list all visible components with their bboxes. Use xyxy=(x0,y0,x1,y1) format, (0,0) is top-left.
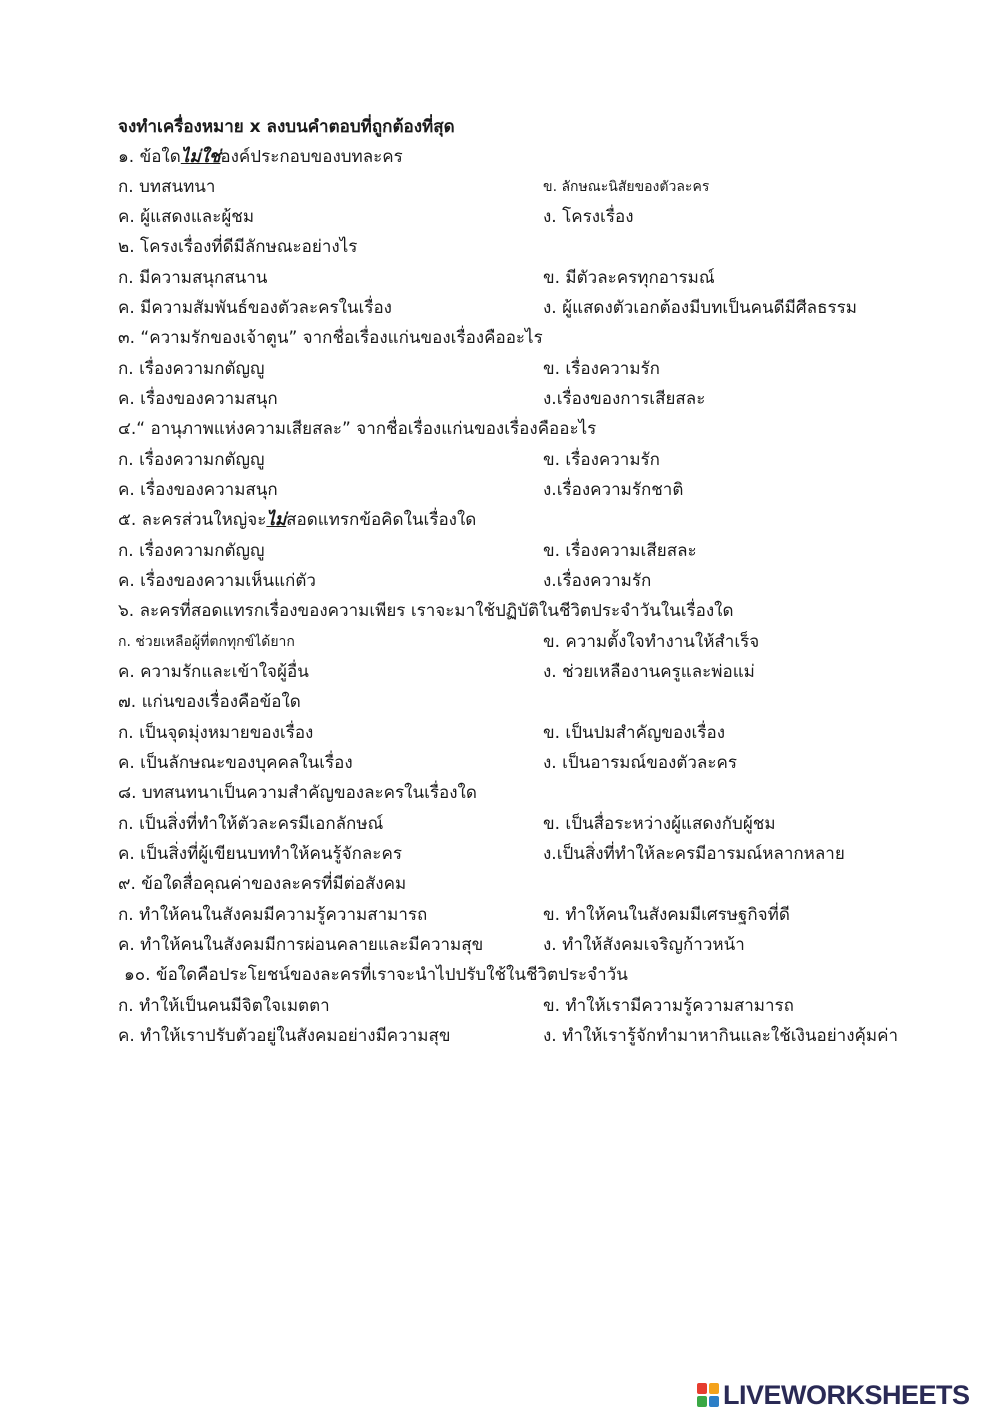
q6-option-c[interactable]: ค. ความรักและเข้าใจผู้อื่น xyxy=(118,662,309,682)
question-1-negation: ไม่ใช่ xyxy=(180,147,221,167)
logo-block-1 xyxy=(697,1383,707,1394)
q6-option-a[interactable]: ก. ช่วยเหลือผู้ที่ตกทุกข์ได้ยาก xyxy=(118,634,295,650)
q4-option-c[interactable]: ค. เรื่องของความสนุก xyxy=(118,480,278,500)
q7-option-b[interactable]: ข. เป็นปมสำคัญของเรื่อง xyxy=(543,723,726,743)
question-5-post: สอดแทรกข้อคิดในเรื่องใด xyxy=(286,510,477,530)
q5-option-b[interactable]: ข. เรื่องความเสียสละ xyxy=(543,541,697,561)
q8-option-c[interactable]: ค. เป็นสิ่งที่ผู้เขียนบททำให้คนรู้จักละคร xyxy=(118,844,402,864)
q3-option-b[interactable]: ข. เรื่องความรัก xyxy=(543,359,660,379)
q10-option-a[interactable]: ก. ทำให้เป็นคนมีจิตใจเมตตา xyxy=(118,996,330,1016)
logo-block-3 xyxy=(697,1396,707,1407)
liveworksheets-logo-text: LIVEWORKSHEETS xyxy=(723,1379,970,1410)
logo-block-4 xyxy=(709,1396,719,1407)
q6-option-d[interactable]: ง. ช่วยเหลืองานครูและพ่อแม่ xyxy=(543,662,755,682)
q2-option-b[interactable]: ข. มีตัวละครทุกอารมณ์ xyxy=(543,268,715,288)
question-1-pre: ๑. ข้อใด xyxy=(118,147,181,167)
q2-option-a[interactable]: ก. มีความสนุกสนาน xyxy=(118,268,268,288)
q4-option-a[interactable]: ก. เรื่องความกตัญญู xyxy=(118,450,265,470)
q5-option-d[interactable]: ง.เรื่องความรัก xyxy=(543,571,652,591)
q9-option-d[interactable]: ง. ทำให้สังคมเจริญก้าวหน้า xyxy=(543,935,745,955)
q1-option-d[interactable]: ง. โครงเรื่อง xyxy=(543,207,634,227)
q8-option-b[interactable]: ข. เป็นสื่อระหว่างผู้แสดงกับผู้ชม xyxy=(543,814,776,834)
liveworksheets-logo[interactable] xyxy=(697,1378,970,1412)
q3-option-a[interactable]: ก. เรื่องความกตัญญู xyxy=(118,359,265,379)
q5-option-c[interactable]: ค. เรื่องของความเห็นแก่ตัว xyxy=(118,571,316,591)
question-5 xyxy=(118,505,476,535)
q2-option-d[interactable]: ง. ผู้แสดงตัวเอกต้องมีบทเป็นคนดีมีศีลธรรม xyxy=(543,298,857,318)
q6-option-b[interactable]: ข. ความตั้งใจทำงานให้สำเร็จ xyxy=(543,632,760,652)
q10-option-b[interactable]: ข. ทำให้เรามีความรู้ความสามารถ xyxy=(543,996,794,1016)
question-2: ๒. โครงเรื่องที่ดีมีลักษณะอย่างไร xyxy=(118,237,358,257)
question-10: ๑๐. ข้อใดคือประโยชน์ของละครที่เราจะนำไปปรับใช้ในชีวิตประจำวัน xyxy=(124,965,628,985)
q1-option-c[interactable]: ค. ผู้แสดงและผู้ชม xyxy=(118,207,255,227)
q2-option-c[interactable]: ค. มีความสัมพันธ์ของตัวละครในเรื่อง xyxy=(118,298,392,318)
q5-option-a[interactable]: ก. เรื่องความกตัญญู xyxy=(118,541,265,561)
question-3: ๓. “ความรักของเจ้าตูน” จากชื่อเรื่องแก่นของเรื่องคืออะไร xyxy=(118,328,543,348)
question-1 xyxy=(118,142,403,172)
q8-option-d[interactable]: ง.เป็นสิ่งที่ทำให้ละครมีอารมณ์หลากหลาย xyxy=(543,844,845,864)
q9-option-c[interactable]: ค. ทำให้คนในสังคมมีการผ่อนคลายและมีความสุข xyxy=(118,935,484,955)
q7-option-d[interactable]: ง. เป็นอารมณ์ของตัวละคร xyxy=(543,753,737,773)
question-1-post: องค์ประกอบของบทละคร xyxy=(220,147,403,167)
question-4: ๔.“ อานุภาพแห่งความเสียสละ” จากชื่อเรื่องแก่นของเรื่องคืออะไร xyxy=(118,419,597,439)
question-6: ๖. ละครที่สอดแทรกเรื่องของความเพียร เราจะมาใช้ปฏิบัติในชีวิตประจำวันในเรื่องใด xyxy=(118,601,734,621)
liveworksheets-logo-icon xyxy=(697,1381,719,1409)
q1-option-a[interactable]: ก. บทสนทนา xyxy=(118,177,216,197)
logo-block-2 xyxy=(709,1383,719,1394)
q9-option-a[interactable]: ก. ทำให้คนในสังคมมีความรู้ความสามารถ xyxy=(118,905,428,925)
question-9: ๙. ข้อใดสื่อคุณค่าของละครที่มีต่อสังคม xyxy=(118,874,407,894)
q7-option-a[interactable]: ก. เป็นจุดมุ่งหมายของเรื่อง xyxy=(118,723,314,743)
q10-option-c[interactable]: ค. ทำให้เราปรับตัวอยู่ในสังคมอย่างมีความสุข xyxy=(118,1026,451,1046)
q8-option-a[interactable]: ก. เป็นสิ่งที่ทำให้ตัวละครมีเอกลักษณ์ xyxy=(118,814,384,834)
q10-option-d[interactable]: ง. ทำให้เรารู้จักทำมาหากินและใช้เงินอย่างคุ้มค่า xyxy=(543,1026,898,1046)
question-7: ๗. แก่นของเรื่องคือข้อใด xyxy=(118,692,301,712)
question-8: ๘. บทสนทนาเป็นความสำคัญของละครในเรื่องใด xyxy=(118,783,477,803)
q4-option-d[interactable]: ง.เรื่องความรักชาติ xyxy=(543,480,684,500)
instruction-title: จงทำเครื่องหมาย x ลงบนคำตอบที่ถูกต้องที่สุด xyxy=(118,117,455,137)
q7-option-c[interactable]: ค. เป็นลักษณะของบุคคลในเรื่อง xyxy=(118,753,353,773)
q3-option-d[interactable]: ง.เรื่องของการเสียสละ xyxy=(543,389,706,409)
question-5-pre: ๕. ละครส่วนใหญ่จะ xyxy=(118,510,267,530)
q3-option-c[interactable]: ค. เรื่องของความสนุก xyxy=(118,389,278,409)
question-5-negation: ไม่ xyxy=(266,510,287,530)
q4-option-b[interactable]: ข. เรื่องความรัก xyxy=(543,450,660,470)
q1-option-b[interactable]: ข. ลักษณะนิสัยของตัวละคร xyxy=(543,179,710,195)
q9-option-b[interactable]: ข. ทำให้คนในสังคมมีเศรษฐกิจที่ดี xyxy=(543,905,790,925)
